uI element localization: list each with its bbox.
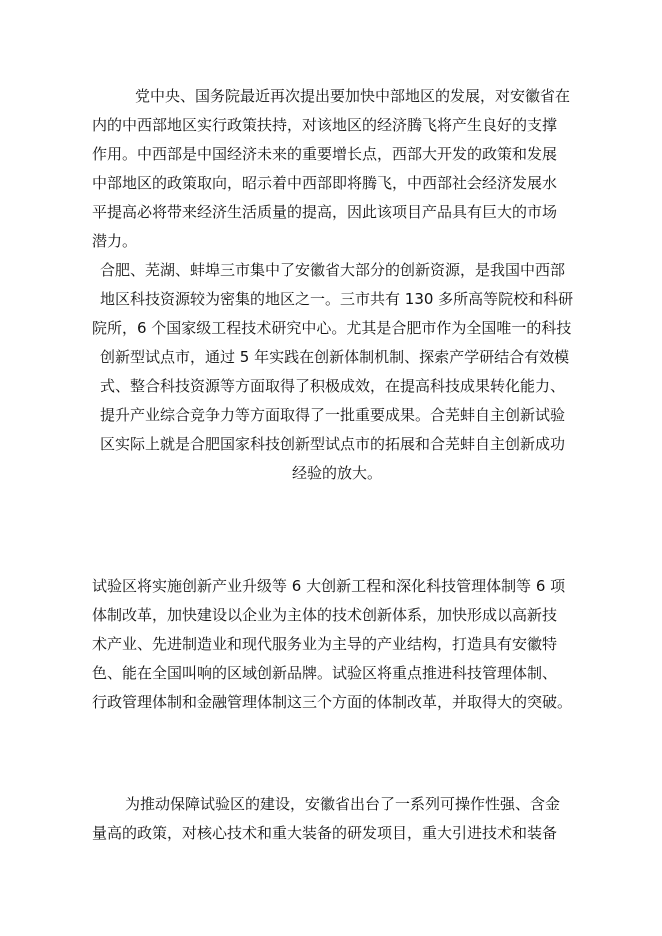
text-line: 体制改革，加快建设以企业为主体的技术创新体系，加快形成以高新技 — [92, 606, 558, 624]
text-line: 量高的政策，对核心技术和重大装备的研发项目，重大引进技术和装备 — [92, 824, 558, 842]
text-line: 合肥、芜湖、蚌埠三市集中了安徽省大部分的创新资源，是我国中西部 — [100, 261, 566, 279]
text-line: 党中央、国务院最近再次提出要加快中部地区的发展，对安徽省在 — [135, 87, 571, 105]
text-line: 潜力。 — [92, 232, 138, 250]
paragraph-innovation-resources — [92, 256, 573, 488]
text-line: 行政管理体制和金融管理体制这三个方面的体制改革，并取得大的突破。 — [92, 693, 573, 711]
text-line: 术产业、先进制造业和现代服务业为主导的产业结构，打造具有安徽特 — [92, 635, 558, 653]
text-line: 提升产业综合竞争力等方面取得了一批重要成果。合芜蚌自主创新试验 — [100, 406, 566, 424]
paragraph-policy-support — [92, 790, 560, 848]
text-line: 作用。中西部是中国经济未来的重要增长点，西部大开发的政策和发展 — [92, 145, 558, 163]
text-line: 地区科技资源较为密集的地区之一。三市共有 130 多所高等院校和科研 — [100, 290, 574, 308]
paragraph-central-policy — [92, 82, 570, 256]
text-line: 为推动保障试验区的建设，安徽省出台了一系列可操作性强、含金 — [125, 795, 561, 813]
text-line: 创新型试点市，通过 5 年实践在创新体制机制、探索产学研结合有效模 — [100, 348, 570, 366]
text-line: 平提高必将带来经济生活质量的提高，因此该项目产品具有巨大的市场 — [92, 203, 558, 221]
text-line: 经验的放大。 — [292, 464, 383, 482]
text-line: 中部地区的政策取向，昭示着中西部即将腾飞，中西部社会经济发展水 — [92, 174, 558, 192]
text-line: 区实际上就是合肥国家科技创新型试点市的拓展和合芜蚌自主创新成功 — [100, 435, 566, 453]
text-line: 内的中西部地区实行政策扶持，对该地区的经济腾飞将产生良好的支撑 — [92, 116, 558, 134]
text-line: 式、整合科技资源等方面取得了积极成效，在提高科技成果转化能力、 — [100, 377, 566, 395]
paragraph-pilot-zone-reform — [92, 572, 572, 717]
text-line: 色、能在全国叫响的区域创新品牌。试验区将重点推进科技管理体制、 — [92, 664, 558, 682]
text-line: 试验区将实施创新产业升级等 6 大创新工程和深化科技管理体制等 6 项 — [92, 577, 566, 595]
text-line: 院所，6 个国家级工程技术研究中心。尤其是合肥市作为全国唯一的科技 — [92, 319, 572, 337]
